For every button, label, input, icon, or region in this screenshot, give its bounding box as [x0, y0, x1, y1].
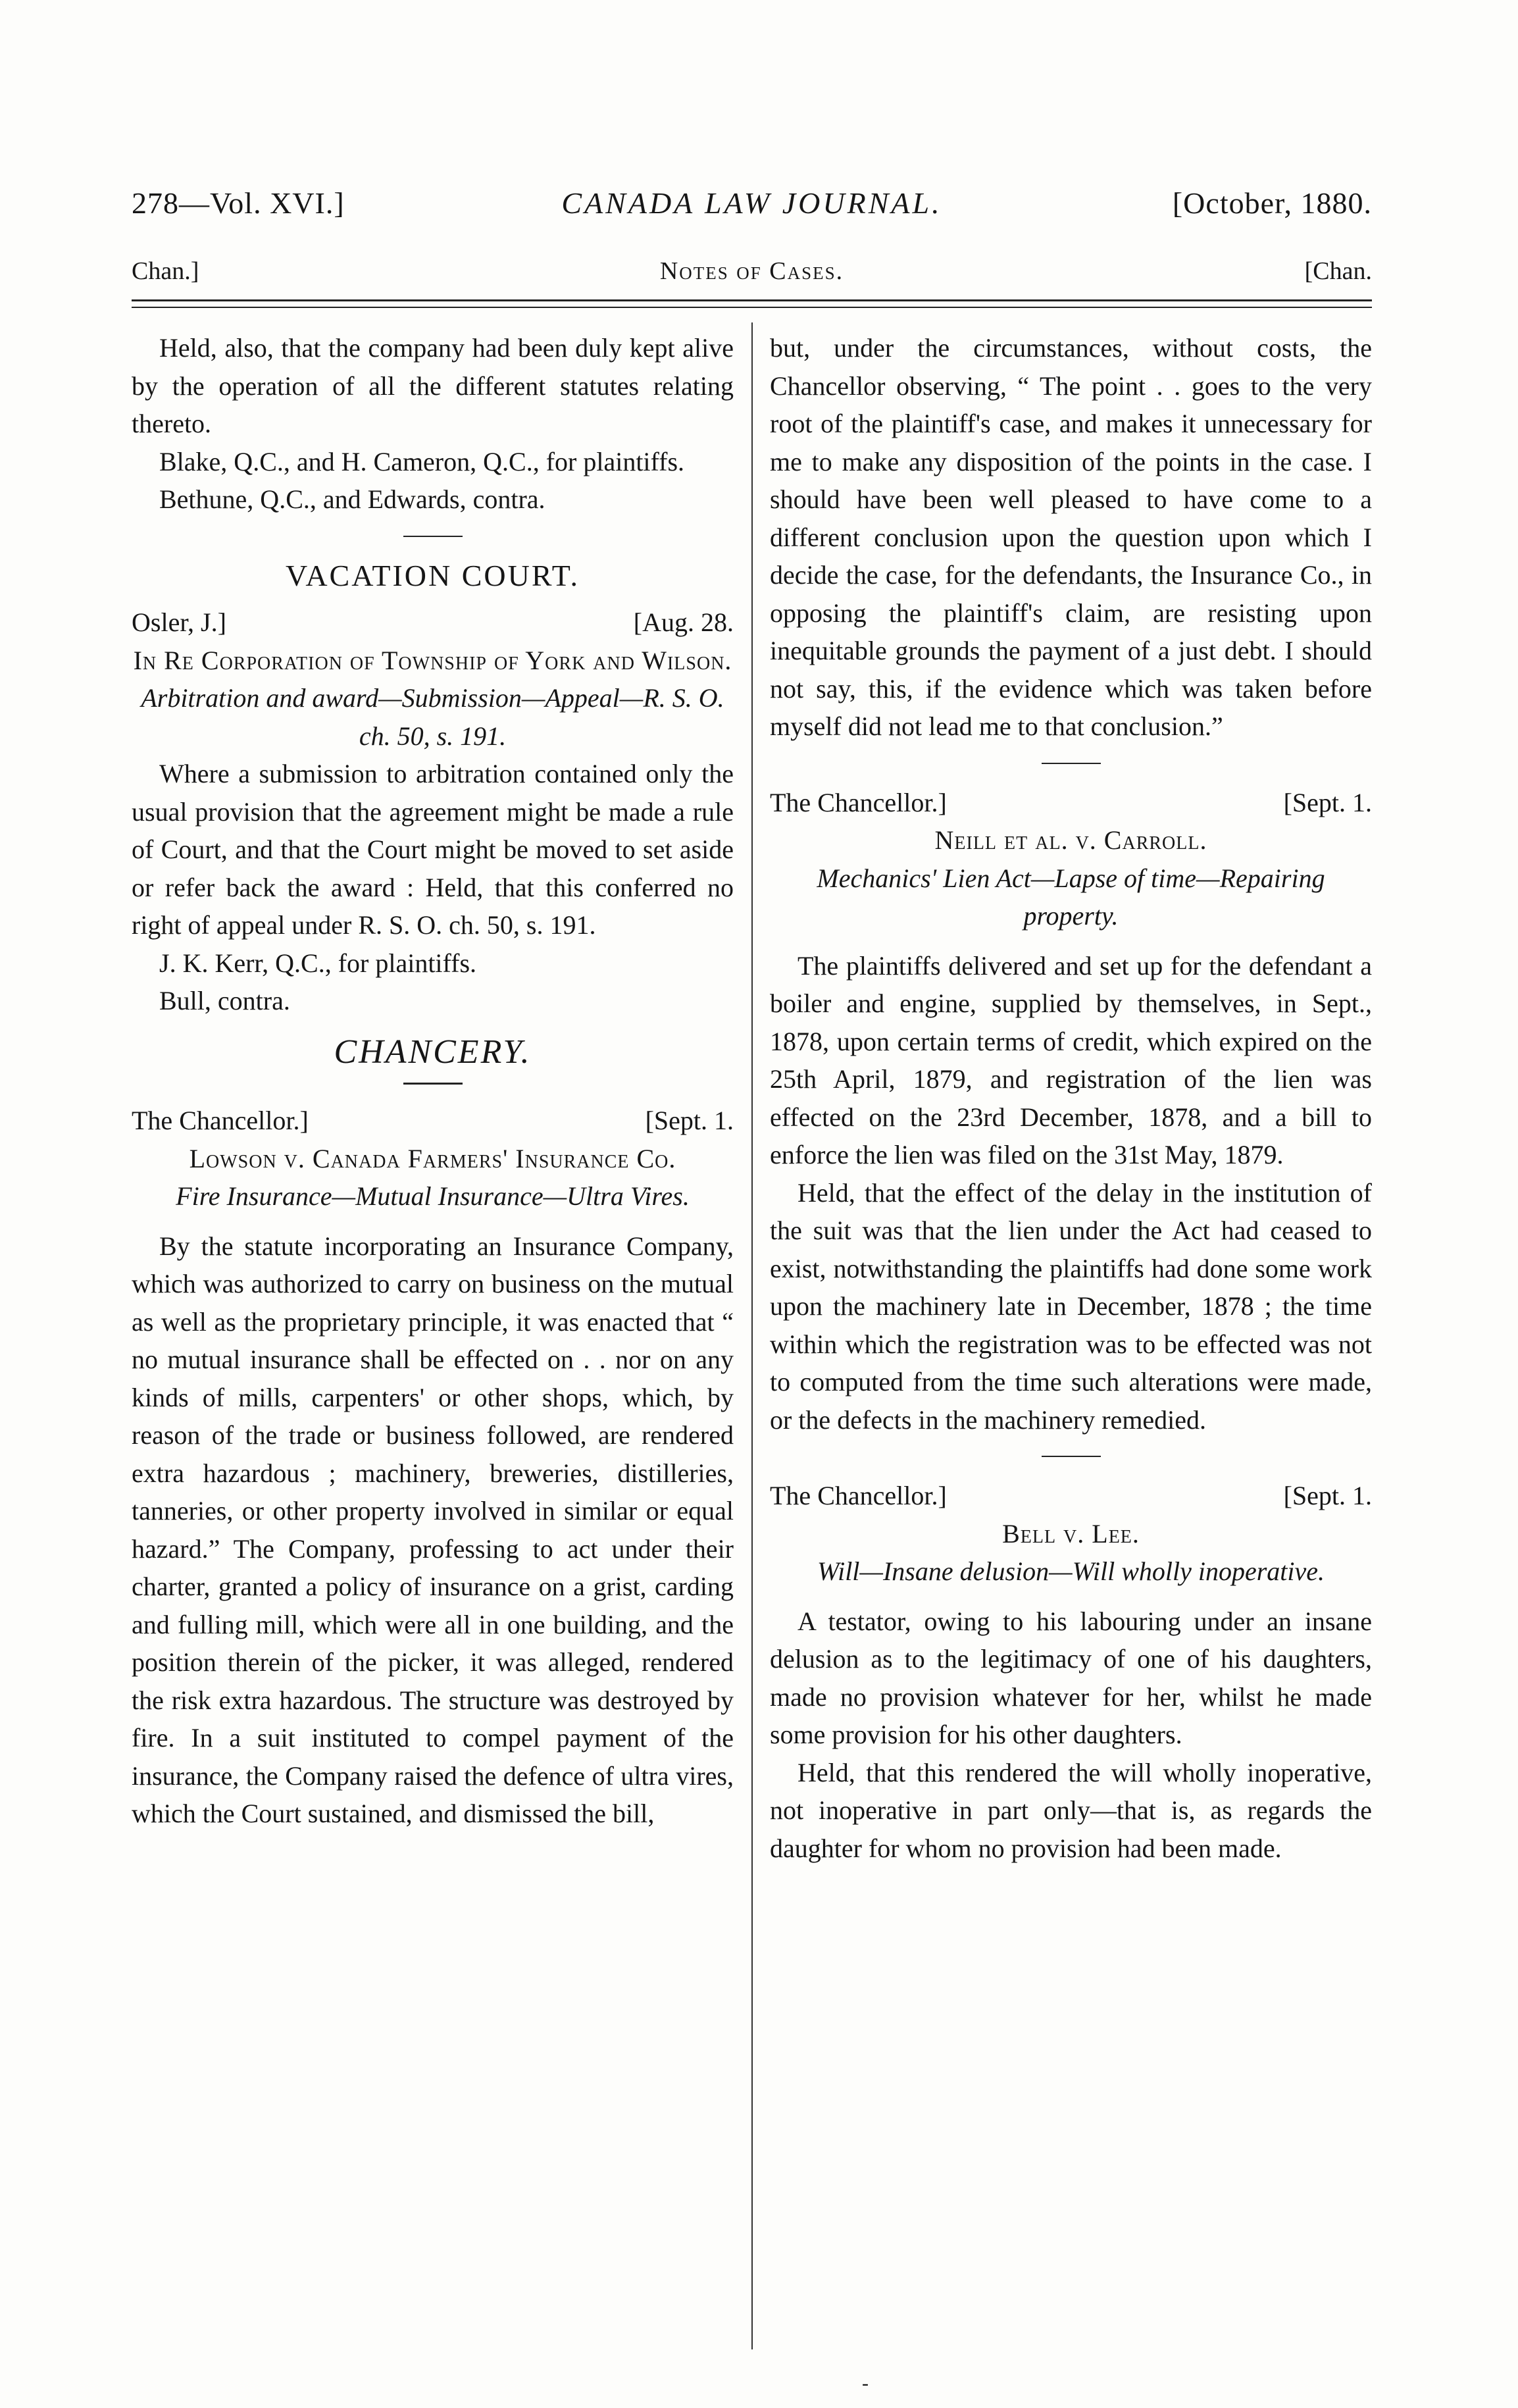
lowson-body: By the statute incorporating an Insurance Company, which was authorized to carry on business on the mutual as well as the proprietary principle, it was enacted that “ no mutual insurance shall be effected on . . nor on any kinds of mills, carpenters' or other shops, which, by reason of the trade or business followed, are rendered extra hazardous ; machinery, breweries, distilleries, tanneries, or other property involved in similar or equal hazard.” The Company, professing to act under their charter, granted a policy of insurance on a grist, carding and fulling mill, which were all in one building, and the position therein of the picker, it was alleged, rendered the risk extra hazardous. The structure was destroyed by fire. In a suit instituted to compel payment of the insurance, the Company raised the defence of ultra vires, which the Court sustained, and dismissed the bill,: [132, 1231, 734, 1828]
vacation-judge: Osler, J.]: [132, 607, 226, 637]
lowson-case-name: Lowson v. Canada Farmers' Insurance Co.: [189, 1143, 676, 1173]
bell-body: A testator, owing to his labouring under an insane delusion as to the legitimacy of one of his daughters, made no provision whatever for her, whilst he made some provision for his other daughters.: [770, 1606, 1372, 1749]
lowson-date: [Sept. 1.: [645, 1106, 734, 1135]
section-title: Notes of Cases.: [659, 257, 844, 285]
bell-held: Held, that this rendered the will wholly inoperative, not inoperative in part only—that is, as regards the daughter for whom no provision had been made.: [770, 1757, 1372, 1863]
counsel-line-plaintiffs: Blake, Q.C., and H. Cameron, Q.C., for plaintiffs.: [159, 446, 685, 476]
case-separator-rule: [1042, 763, 1101, 764]
neill-judge-line: [770, 784, 1372, 822]
vacation-body: Where a submission to arbitration contained only the usual provision that the agreement might be made a rule of Court, and that the Court might be moved to set aside or refer back the award : Held, that this conferred no right of appeal under R. S. O. ch. 50, s. 191.: [132, 759, 734, 940]
bell-subject: Will—Insane delusion—Will wholly inoperative.: [817, 1556, 1325, 1586]
neill-body: The plaintiffs delivered and set up for the defendant a boiler and engine, supplied by themselves, in Sept., 1878, upon certain terms of credit, which expired on the 25th April, 1879, and registration of the lien was effected on the 23rd December, 1878, and a bill to enforce the lien was filed on the 31st May, 1879.: [770, 950, 1372, 1169]
issue-date: [October, 1880.: [1172, 186, 1372, 220]
neill-judge: The Chancellor.]: [770, 787, 947, 817]
neill-subject: Mechanics' Lien Act—Lapse of time—Repairing property.: [817, 863, 1325, 931]
page-volume-label: 278—Vol. XVI.]: [132, 186, 345, 220]
counsel-line-contra: Bethune, Q.C., and Edwards, contra.: [159, 484, 545, 514]
chancery-rule: [403, 1083, 463, 1085]
bell-judge-line: [770, 1477, 1372, 1515]
section-head: [132, 257, 1372, 294]
header-double-rule: [132, 299, 1372, 308]
lowson-judge: The Chancellor.]: [132, 1106, 309, 1135]
right-column: [770, 329, 1372, 1867]
lowson-judge-line: [132, 1102, 734, 1140]
neill-date: [Sept. 1.: [1283, 787, 1372, 817]
lowson-continued: but, under the circumstances, without costs, the Chancellor observing, “ The point . . goes to the very root of the plaintiff's case, and makes it unnecessary for me to make any disposition of the points in the case. I should have been well pleased to have come to a different conclusion upon the question upon which I decide the case, for the defendants, the Insurance Co., in opposing the plaintiff's claim, are resisting upon inequitable grounds the payment of a just debt. I should not say, this, if the evidence which was taken before myself did not lead me to that conclusion.”: [770, 333, 1372, 741]
chancery-heading: CHANCERY.: [334, 1033, 532, 1071]
neill-case-name: Neill et al. v. Carroll.: [934, 825, 1207, 855]
vacation-counsel-contra: Bull, contra.: [159, 986, 290, 1015]
neill-held: Held, that the effect of the delay in the institution of the suit was that the lien under the Act had ceased to exist, notwithstanding the plaintiffs had done some work upon the machinery late in December, 1878 ; the time within which the registration was to be effected was not to computed from the time such alterations were made, or the defects in the machinery remedied.: [770, 1177, 1372, 1435]
journal-page: [132, 0, 1372, 2408]
column-divider: [751, 322, 753, 2349]
section-left-label: Chan.]: [132, 257, 199, 285]
section-right-label: [Chan.: [1304, 257, 1372, 285]
journal-title: CANADA LAW JOURNAL.: [561, 186, 942, 220]
held-also-paragraph: Held, also, that the company had been duly kept alive by the operation of all the different statutes relating thereto.: [132, 333, 734, 438]
vacation-court-heading: VACATION COURT.: [286, 558, 580, 592]
vacation-subject: Arbitration and award—Submission—Appeal—R. S. O. ch. 50, s. 191.: [141, 683, 724, 751]
vacation-counsel-plaintiffs: J. K. Kerr, Q.C., for plaintiffs.: [159, 948, 477, 978]
bell-case-name: Bell v. Lee.: [1002, 1518, 1140, 1549]
case-separator-rule: [1042, 1456, 1101, 1457]
left-column: [132, 329, 734, 1833]
vacation-case-name: In Re Corporation of Township of York and Wilson.: [133, 645, 732, 675]
lowson-subject: Fire Insurance—Mutual Insurance—Ultra Vires.: [176, 1181, 690, 1211]
footer-mark: -: [862, 2372, 869, 2394]
vacation-judge-line: [132, 603, 734, 642]
bell-judge: The Chancellor.]: [770, 1481, 947, 1510]
vacation-date: [Aug. 28.: [633, 607, 734, 637]
bell-date: [Sept. 1.: [1283, 1481, 1372, 1510]
running-head: [132, 186, 1372, 232]
case-separator-rule: [403, 536, 463, 537]
